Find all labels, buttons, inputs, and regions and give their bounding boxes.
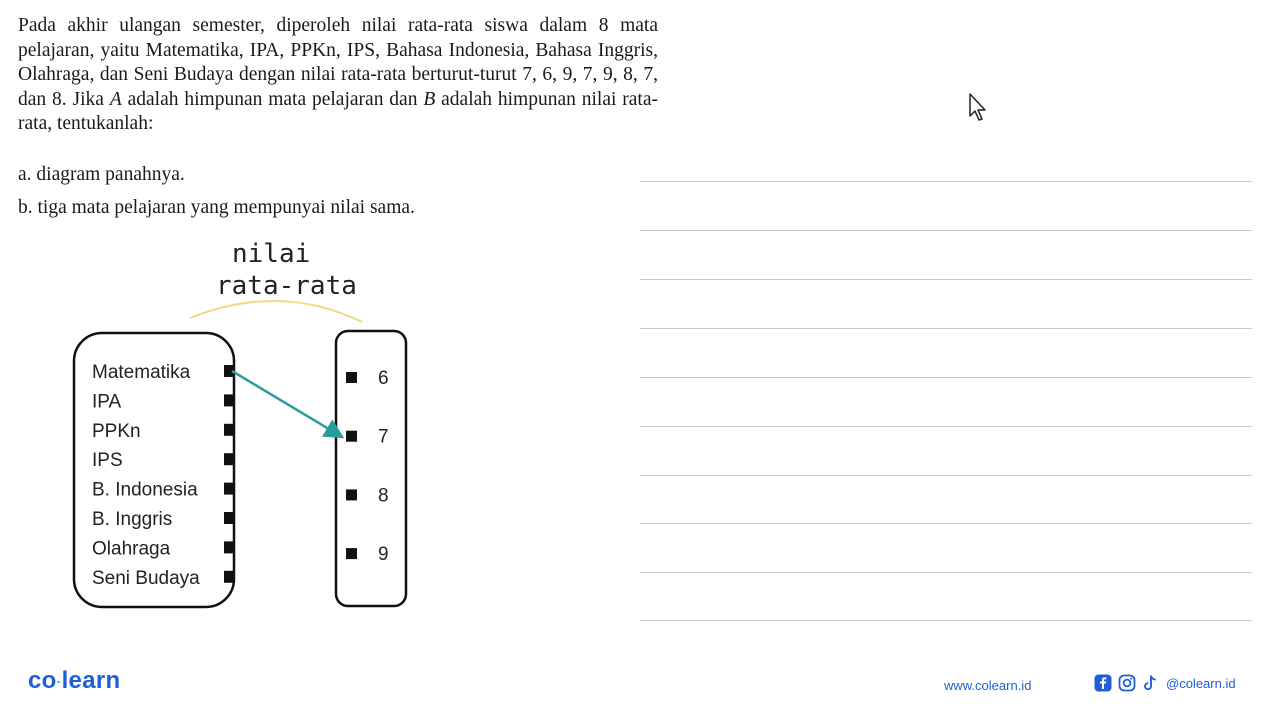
highlight-arc [190,301,362,322]
tiktok-icon[interactable] [1142,674,1158,692]
problem-text-end: adalah himpunan nilai rata-rata, tentukanlah: [18,88,658,134]
set-b-label: 7 [378,426,389,448]
colearn-logo [28,667,120,695]
facebook-icon[interactable] [1094,674,1112,692]
problem-text-start: Pada akhir ulangan semester, diperoleh nilai rata-rata siswa dalam 8 mata pelajaran, yaitu Matematika, IPA, PPKn, IPS, Bahasa Indonesia, Bahasa Inggris, Olahraga, dan Seni Budaya dengan nilai rata-rata berturut-turut 7, 6, 9, 7, 9, 8, 7, dan 8. Jika [18,15,658,110]
set-a-point [224,571,235,583]
logo-learn: learn [61,667,121,694]
set-a-label: PPKn [92,420,141,442]
social-handle[interactable]: @colearn.id [1166,675,1236,691]
annotation-rata-rata: rata-rata [216,271,357,301]
option-a: a. diagram panahnya. [18,164,185,185]
set-a-elements [92,362,235,589]
set-a-label: IPS [92,450,123,472]
set-a-label: Seni Budaya [92,567,200,589]
instagram-icon[interactable] [1118,674,1136,692]
social-links [1094,674,1236,692]
mapping-arrow [232,371,340,436]
set-b-label: 9 [378,544,389,566]
logo-co: co [28,667,57,694]
set-a-point [224,512,235,524]
set-a-point [224,483,235,495]
set-b-point [346,431,357,442]
set-b-label: 8 [378,485,389,507]
website-link[interactable]: www.colearn.id [944,678,1032,693]
set-a-point [224,394,235,406]
set-a-variable: A [109,88,122,110]
mapping-arrows [232,371,340,436]
problem-text-mid: adalah himpunan mata pelajaran dan [121,88,424,110]
set-b-elements [346,368,389,565]
option-b: b. tiga mata pelajaran yang mempunyai nilai sama. [18,197,415,218]
set-a-label: B. Inggris [92,509,173,530]
set-b-variable: B [423,88,436,110]
set-a-label: IPA [92,391,122,413]
set-a-label: B. Indonesia [92,479,198,501]
set-b-point [346,489,357,500]
set-b-label: 6 [378,368,389,389]
mouse-cursor-icon [968,92,990,122]
annotation-nilai: nilai [232,239,311,269]
set-a-point [224,424,235,436]
set-a-point [224,541,235,553]
set-b-point [346,548,357,559]
set-b-point [346,372,357,383]
set-a-point [224,453,235,465]
set-a-label: Olahraga [92,538,171,560]
logo-dot: · [56,673,62,690]
set-a-label: Matematika [92,362,191,383]
